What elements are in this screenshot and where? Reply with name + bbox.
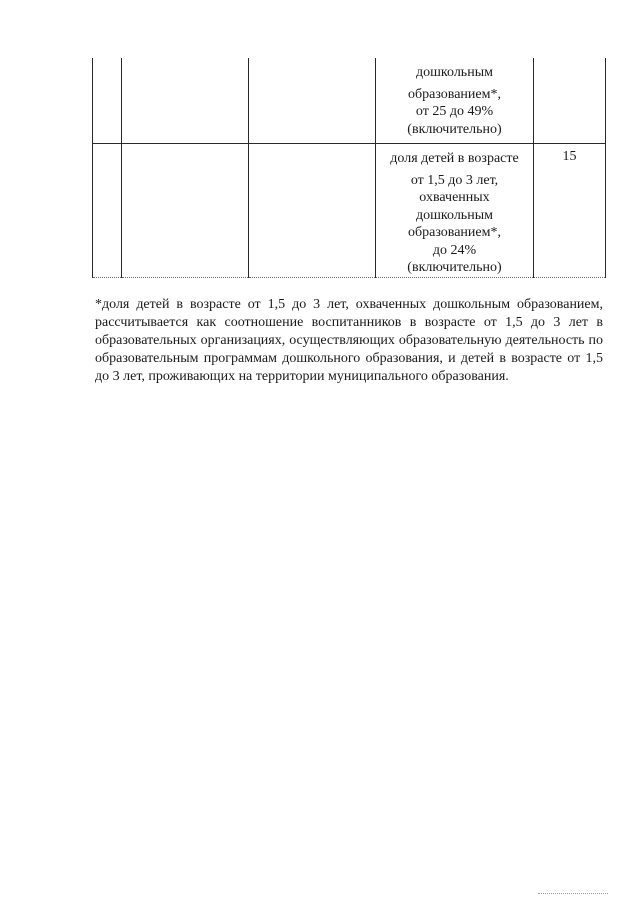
table-row	[93, 58, 606, 144]
criterion-line: охваченных	[419, 190, 490, 205]
criteria-table-fragment	[92, 58, 606, 278]
score-value	[534, 58, 605, 62]
criterion-line: образованием*,	[408, 225, 501, 240]
criterion-line: до 24%	[432, 242, 477, 258]
table-cell-number	[93, 58, 122, 144]
criterion-line: от 1,5 до 3 лет,	[410, 172, 499, 188]
scan-artifact	[538, 893, 608, 898]
table-cell-number	[93, 144, 122, 278]
table-row	[93, 144, 606, 278]
criterion-line: дошкольным	[416, 207, 493, 223]
table-cell-method	[249, 58, 376, 144]
criterion-line: от 25 до 49%	[415, 104, 494, 119]
score-value: 15	[562, 149, 577, 164]
criterion-line: (включительно)	[407, 260, 502, 275]
table-cell-score	[534, 58, 606, 144]
table-cell-score	[534, 144, 606, 278]
table-cell-indicator	[122, 58, 249, 144]
table-cell-method	[249, 144, 376, 278]
criterion-line: (включительно)	[407, 121, 502, 137]
criterion-line: образованием*,	[408, 86, 501, 102]
footnote-paragraph: *доля детей в возрасте от 1,5 до 3 лет, охваченных дошкольным образованием, рассчитывается как соотношение воспитанников в возрасте от 1,5 до 3 лет в образовательных организациях, осуществляющих образовательную деятельность по образовательным программам дошкольного образования, и детей в возрасте от 1,5 до 3 лет, проживающих на территории муниципального образования.	[95, 297, 603, 384]
criterion-line: дошкольным	[416, 65, 493, 80]
table-cell-criterion	[376, 58, 534, 144]
criterion-line: доля детей в возрасте	[390, 151, 519, 166]
table-cell-indicator	[122, 144, 249, 278]
table-cell-criterion	[376, 144, 534, 278]
